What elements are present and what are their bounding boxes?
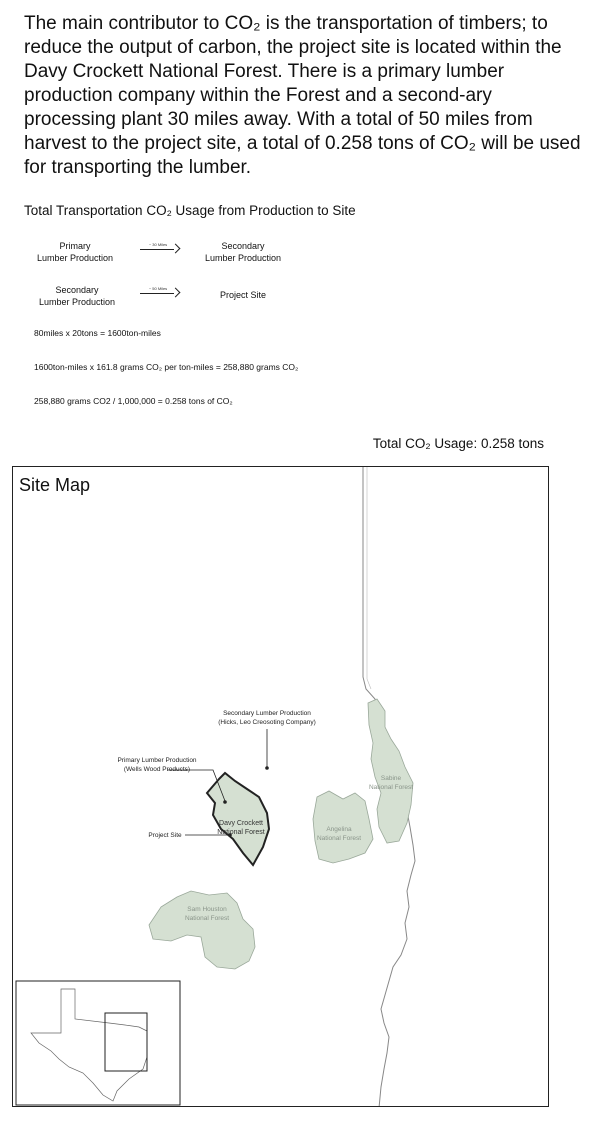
project-site-label: Project Site — [148, 832, 182, 839]
node-project-site: Project Site — [219, 290, 267, 300]
davy-crockett-label-line1: Davy Crockett — [219, 820, 263, 827]
sabine-forest-shape — [368, 699, 413, 843]
total-co2-usage: Total CO₂ Usage: 0.258 tons — [372, 436, 544, 451]
arrow-head-icon — [171, 288, 181, 298]
state-border-inner-line — [367, 467, 371, 689]
sam-houston-forest-shape — [149, 891, 255, 969]
sabine-label-line1: Sabine — [380, 775, 402, 782]
equation-tons: 258,880 grams CO2 / 1,000,000 = 0.258 tons of CO₂ — [34, 396, 233, 406]
equation-grams: 1600ton-miles x 161.8 grams CO₂ per ton-miles = 258,880 grams CO₂ — [34, 362, 299, 372]
node-primary-lumber: Primary Lumber Production — [36, 241, 114, 263]
secondary-label-line1: Secondary Lumber Production — [223, 710, 311, 717]
davy-crockett-label-line2: National Forest — [217, 829, 265, 836]
map-title: Site Map — [19, 475, 91, 495]
flow-distance-1: ~ 30 Miles — [148, 242, 168, 247]
primary-lumber-point — [223, 800, 227, 804]
sam-houston-label-line2: National Forest — [184, 915, 230, 922]
intro-paragraph: The main contributor to CO₂ is the transportation of timbers; to reduce the output of carbon, the project site is located within the Davy Crockett National Forest. There is a primary lumber production company within the Forest and a second-ary processing plant 30 miles away. With a total of 50 miles from harvest to the project site, a total of 0.258 tons of CO₂ will be used for transporting the lumber. — [24, 13, 581, 178]
davy-crockett-forest-shape — [207, 773, 269, 865]
arrow-line — [140, 293, 174, 294]
primary-label-line2: (Wells Wood Products) — [123, 766, 191, 773]
sam-houston-label-line1: Sam Houston — [187, 906, 227, 913]
calc-title: Total Transportation CO₂ Usage from Production to Site — [24, 203, 356, 218]
angelina-label-line2: National Forest — [316, 835, 362, 842]
flow-arrow-1 — [140, 242, 182, 256]
texas-inset-frame — [16, 981, 180, 1105]
secondary-label-line2: (Hicks, Leo Creosoting Company) — [218, 719, 316, 726]
node-secondary-lumber-2: Secondary Lumber Production — [38, 285, 116, 307]
angelina-label-line1: Angelina — [326, 826, 352, 833]
secondary-lumber-point — [265, 766, 269, 770]
arrow-line — [140, 249, 174, 250]
node-secondary-lumber: Secondary Lumber Production — [204, 241, 282, 263]
flow-distance-2: ~ 50 Miles — [148, 286, 168, 291]
site-map — [12, 466, 549, 1107]
arrow-head-icon — [171, 244, 181, 254]
flow-arrow-2 — [140, 286, 182, 300]
sabine-label-line2: National Forest — [368, 784, 414, 791]
map-canvas — [13, 467, 549, 1107]
primary-label-line1: Primary Lumber Production — [117, 757, 197, 764]
equation-ton-miles: 80miles x 20tons = 1600ton-miles — [34, 328, 161, 338]
